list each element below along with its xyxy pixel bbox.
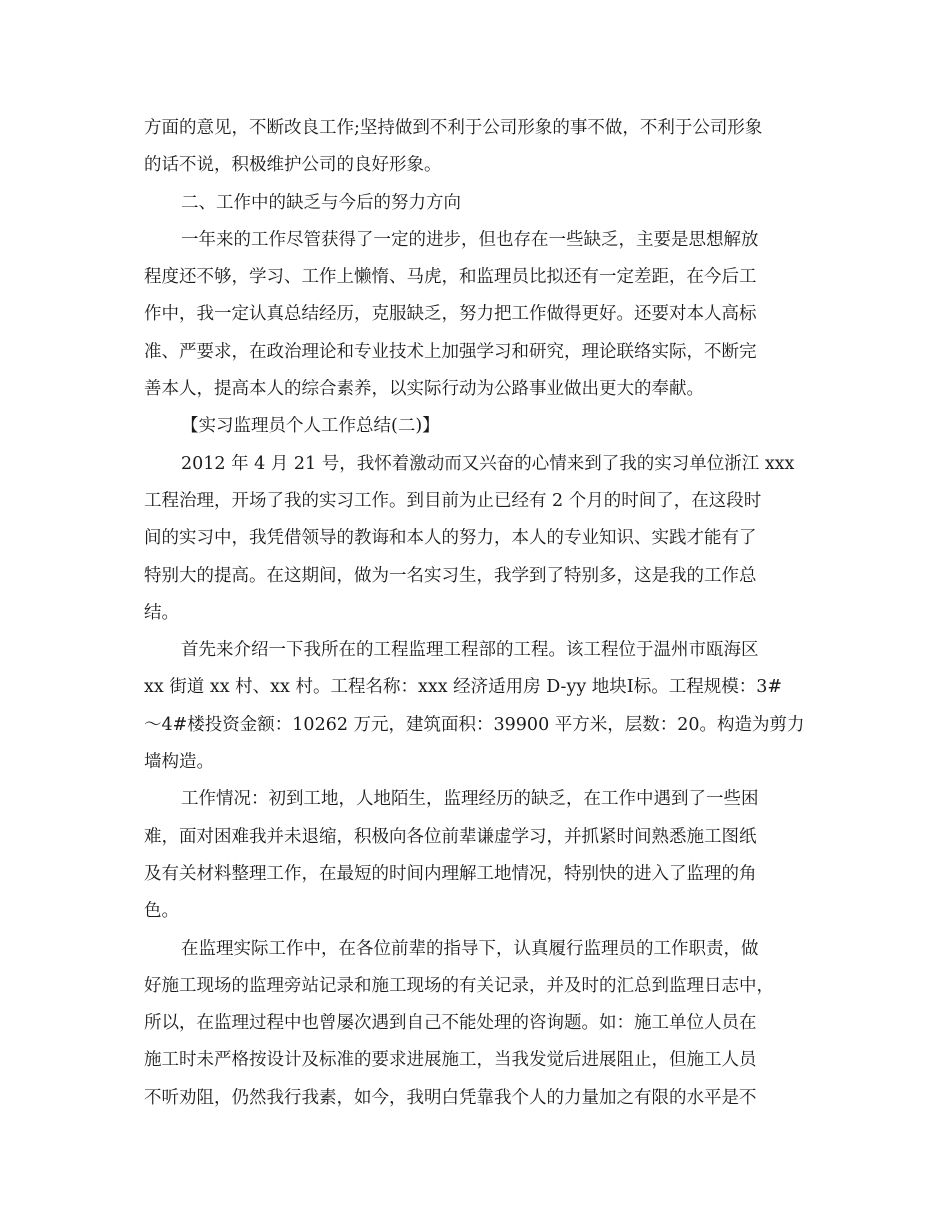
text-line: 方面的意见，不断改良工作;坚持做到不利于公司形象的事不做，不利于公司形象 [144, 118, 763, 138]
text-line: 的话不说，积极维护公司的良好形象。 [144, 155, 442, 176]
text-line: 首先来介绍一下我所在的工程监理工程部的工程。该工程位于温州市瓯海区 [181, 640, 759, 661]
text-line: 工程治理，开场了我的实习工作。到目前为止已经有 2 个月的时间了，在这段时 [144, 490, 762, 511]
document-body [144, 110, 810, 1117]
section-title: 【实习监理员个人工作总结(二)】 [181, 416, 440, 437]
text-line: 特别大的提高。在这期间，做为一名实习生，我学到了特别多，这是我的工作总 [144, 565, 757, 586]
text-line: 施工时未严格按设计及标准的要求进展施工，当我发觉后进展阻止，但施工人员 [144, 1050, 757, 1071]
text-line: 及有关材料整理工作，在最短的时间内理解工地情况，特别快的进入了监理的角 [144, 863, 757, 884]
text-line: 所以，在监理过程中也曾屡次遇到自己不能处理的咨询题。如：施工单位人员在 [144, 1013, 757, 1034]
text-line: 墙构造。 [144, 752, 214, 773]
text-line: 结。 [144, 602, 179, 623]
text-line: 程度还不够，学习、工作上懒惰、马虎，和监理员比拟还有一定差距，在今后工 [144, 267, 757, 288]
text-line: 作中，我一定认真总结经历，克服缺乏，努力把工作做得更好。还要对本人高标 [144, 304, 757, 325]
text-line: 准、严要求，在政治理论和专业技术上加强学习和研究，理论联络实际，不断完 [144, 341, 757, 362]
text-line: 难，面对困难我并未退缩，积极向各位前辈谦虚学习，并抓紧时间熟悉施工图纸 [144, 826, 757, 847]
text-line: 工作情况：初到工地，人地陌生，监理经历的缺乏，在工作中遇到了一些困 [181, 789, 759, 810]
text-line: 好施工现场的监理旁站记录和施工现场的有关记录，并及时的汇总到监理日志中， [144, 975, 774, 996]
text-line: xx 街道 xx 村、xx 村。工程名称：xxx 经济适用房 D-yy 地块Ⅰ标。工程规模：3# [144, 677, 783, 698]
text-line: 善本人，提高本人的综合素养，以实际行动为公路事业做出更大的奉献。 [144, 379, 704, 400]
text-line: 2012 年 4 月 21 号，我怀着激动而又兴奋的心情来到了我的实习单位浙江 xxx [181, 453, 795, 474]
text-line: 色。 [144, 901, 179, 922]
section-heading: 二、工作中的缺乏与今后的努力方向 [181, 192, 461, 213]
text-line: 一年来的工作尽管获得了一定的进步，但也存在一些缺乏，主要是思想解放 [181, 229, 759, 250]
text-line: 不听劝阻，仍然我行我素，如今，我明白凭靠我个人的力量加之有限的水平是不 [144, 1087, 757, 1108]
text-line: ～4#楼投资金额：10262 万元，建筑面积：39900 平方米，层数：20。构造为剪力 [144, 714, 805, 735]
text-line: 在监理实际工作中，在各位前辈的指导下，认真履行监理员的工作职责，做 [181, 938, 759, 959]
text-line: 间的实习中，我凭借领导的教诲和本人的努力，本人的专业知识、实践才能有了 [144, 528, 757, 549]
